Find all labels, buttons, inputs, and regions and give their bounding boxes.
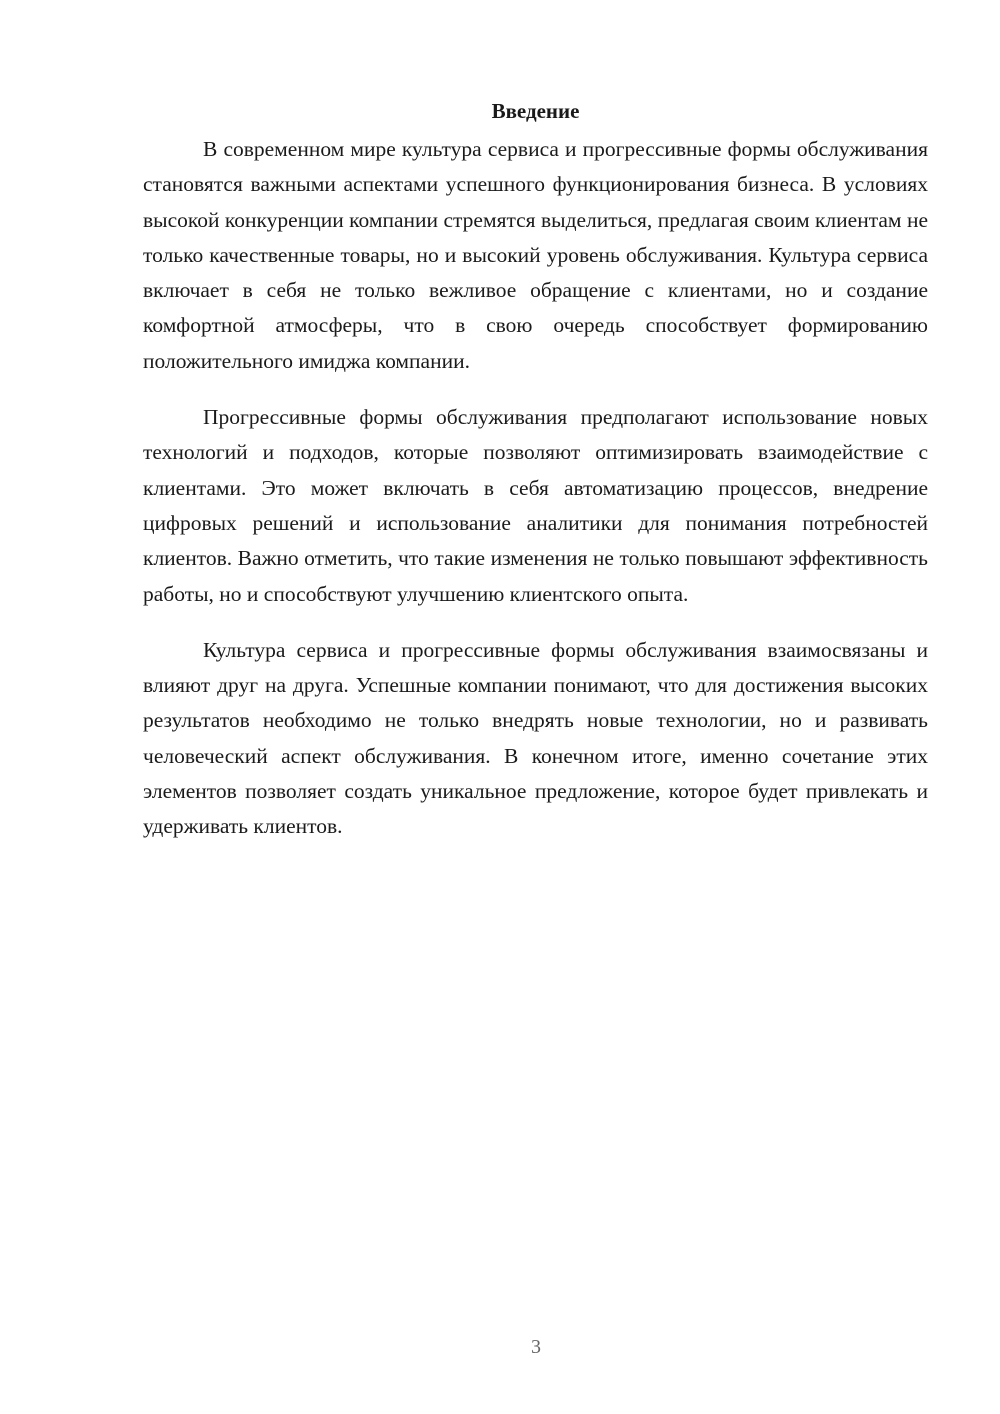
paragraph-1: В современном мире культура сервиса и прогрессивные формы обслуживания становятся важными аспектами успешного функционирования бизнеса. В условиях высокой конкуренции компании стремятся выделиться, предлагая своим клиентам не только качественные товары, но и высокий уровень обслуживания. Культура сервиса включает в себя не только вежливое обращение с клиентами, но и создание комфортной атмосферы, что в свою очередь способствует формированию положительного имиджа компании. [143,137,928,373]
paragraph-3: Культура сервиса и прогрессивные формы обслуживания взаимосвязаны и влияют друг на друга. Успешные компании понимают, что для достижения высоких результатов необходимо не только внедрять новые технологии, но и развивать человеческий аспект обслуживания. В конечном итоге, именно сочетание этих элементов позволяет создать уникальное предложение, которое будет привлекать и удерживать клиентов. [143,637,928,839]
page-content [143,95,928,845]
page-number: 3 [531,1336,541,1358]
section-title: Введение [491,99,580,123]
paragraph-2: Прогрессивные формы обслуживания предполагают использование новых технологий и подходов, которые позволяют оптимизировать взаимодействие с клиентами. Это может включать в себя автоматизацию процессов, внедрение цифровых решений и использование аналитики для понимания потребностей клиентов. Важно отметить, что такие изменения не только повышают эффективность работы, но и способствуют улучшению клиентского опыта. [143,405,928,606]
